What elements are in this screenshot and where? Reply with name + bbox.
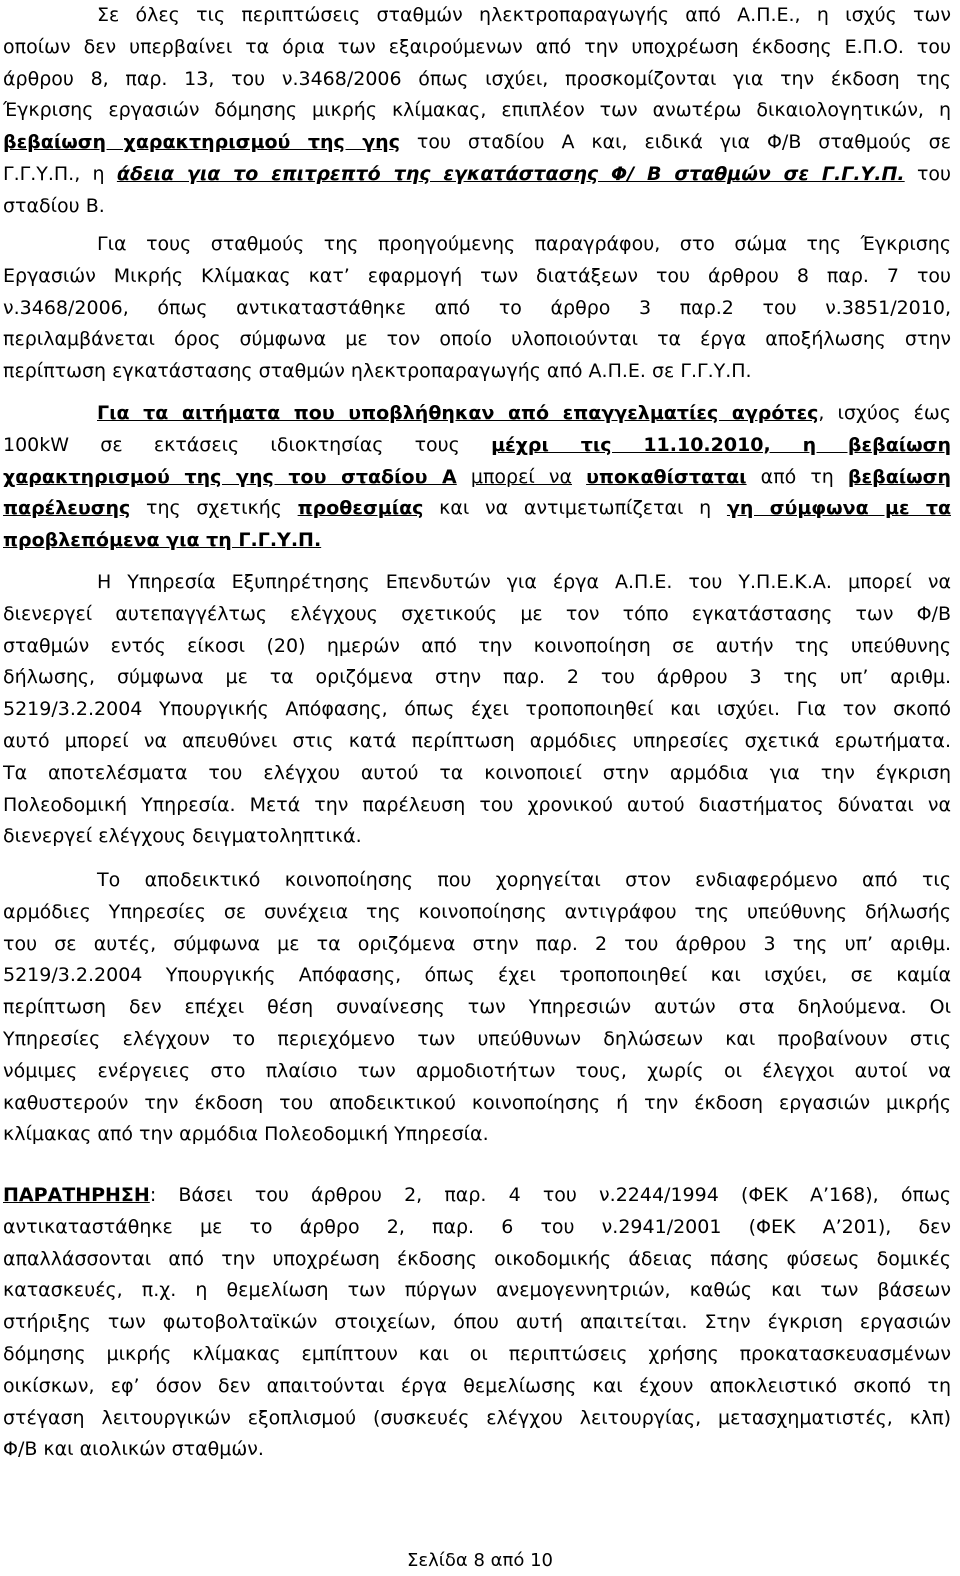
text-line: καθυστερούν την έκδοση του αποδεικτικού κοινοποίησης ή την έκδοση εργασιών μικρής [3, 1091, 951, 1114]
text-run: και να αντιμετωπίζεται η [439, 497, 712, 520]
text-line: 5219/3.2.2004 Υπουργικής Απόφασης, όπως έχει τροποποιηθεί και ισχύει. Για τον σκοπό [3, 698, 951, 721]
paragraph-2 [3, 229, 951, 388]
text-line: νόμιμες ενέργειες στο πλαίσιο των αρμοδιοτήτων τους, χωρίς οι έλεγχοι αυτοί να [3, 1059, 951, 1082]
text-run: του σταδίου Α και, ειδικά για Φ/Β σταθμούς σε [399, 131, 951, 154]
note-label: ΠΑΡΑΤΗΡΗΣΗ [3, 1184, 150, 1206]
text-line: Το αποδεικτικό κοινοποίησης που χορηγείται στον ενδιαφερόμενο από τις [97, 869, 951, 891]
text-line: περιλαμβάνεται όρος σύμφωνα με τον οποίο υλοποιούνται τα έργα αποξήλωσης στην [3, 328, 951, 351]
text-line [3, 398, 951, 430]
text-run: του [904, 162, 951, 185]
text-line: διενεργεί ελέγχους δειγματοληπτικά. [3, 825, 362, 848]
text-line: 5219/3.2.2004 Υπουργικής Απόφασης, όπως έχει τροποποιηθεί και ισχύει, σε καμία [3, 964, 951, 987]
bold-term: υποκαθίσταται [586, 465, 747, 488]
text-line: του σε αυτές, σύμφωνα με τα οριζόμενα στην παρ. 2 του άρθρου 3 της υπ’ αριθμ. [3, 932, 951, 955]
text-line: Φ/Β και αιολικών σταθμών. [3, 1438, 264, 1461]
underlined-term: μπορεί να [470, 465, 572, 488]
bold-term: προθεσμίας [297, 497, 424, 520]
text-line: Πολεοδομική Υπηρεσία. Μετά την παρέλευση του χρονικού αυτού διαστήματος δύναται να [3, 793, 951, 816]
text-run: από τη [760, 465, 834, 488]
text-line: Για τους σταθμούς της προηγούμενης παραγράφου, στο σώμα της Έγκρισης [97, 233, 951, 255]
text-line [3, 127, 951, 159]
bold-term: γη σύμφωνα με τα [726, 497, 951, 520]
bold-term: βεβαίωση [847, 465, 951, 488]
text-line: οποίων δεν υπερβαίνει τα όρια των εξαιρούμενων από την υποχρέωση έκδοσης Ε.Π.Ο. του [3, 35, 951, 58]
page-number: Σελίδα 8 από 10 [407, 1550, 553, 1571]
text-line [3, 159, 951, 191]
text-line [3, 1180, 951, 1212]
note-paragraph [3, 1180, 951, 1466]
paragraph-1 [3, 0, 951, 223]
text-line: απαλλάσσονται από την υποχρέωση έκδοσης οικοδομικής άδειας πάσης φύσεως δομικές [3, 1247, 951, 1270]
text-run: : Βάσει του άρθρου 2, παρ. 4 του ν.2244/1994 (ΦΕΚ Α’168), όπως [149, 1184, 951, 1206]
text-line: άρθρου 8, παρ. 13, του ν.3468/2006 όπως ισχύει, προσκομίζονται για την έκδοση της [3, 67, 951, 90]
text-line [3, 462, 951, 494]
text-line: Υπηρεσίες ελέγχουν το περιεχόμενο των υπεύθυνων δηλώσεων και προβαίνουν στις [3, 1027, 951, 1050]
text-line: κατασκευές, π.χ. η θεμελίωση των πύργων ανεμογεννητριών, καθώς και των βάσεων [3, 1279, 951, 1302]
bold-term: Για τα αιτήματα που υποβλήθηκαν από επαγγελματίες αγρότες [97, 402, 819, 424]
bold-term: άδεια για το επιτρεπτό της εγκατάστασης Φ/ Β σταθμών σε Γ.Γ.Υ.Π. [116, 162, 905, 185]
text-run: της σχετικής [146, 497, 282, 520]
bold-term: χαρακτηρισμού της γης του σταδίου Α [3, 465, 457, 488]
text-line [3, 430, 951, 462]
text-line: αυτό μπορεί να απευθύνει στις κατά περίπτωση αρμόδιες υπηρεσίες σχετικά ερωτήματα. [3, 729, 951, 752]
text-line [3, 493, 951, 525]
text-line [3, 525, 951, 557]
text-run: 100kW σε εκτάσεις ιδιοκτησίας τους [3, 433, 492, 456]
paragraph-4 [3, 567, 951, 853]
text-line: σταδίου Β. [3, 194, 105, 217]
text-run: Γ.Γ.Υ.Π., η [3, 162, 117, 185]
text-line: στήριξης των φωτοβολταϊκών στοιχείων, όπου αυτή απαιτείται. Στην έγκριση εργασιών [3, 1311, 951, 1334]
text-line: περίπτωση δεν επέχει θέση συναίνεσης των Υπηρεσιών αυτών στα δηλούμενα. Οι [3, 996, 951, 1019]
paragraph-3 [3, 398, 951, 557]
text-line: δήλωσης, σύμφωνα με τα οριζόμενα στην παρ. 2 του άρθρου 3 της υπ’ αριθμ. [3, 666, 951, 689]
bold-term: μέχρι τις 11.10.2010, η βεβαίωση [491, 433, 951, 456]
text-line: δόμησης μικρής κλίμακας εμπίπτουν και οι περιπτώσεις χρήσης προκατασκευασμένων [3, 1342, 951, 1365]
bold-term: παρέλευσης [3, 497, 131, 520]
text-line: Εργασιών Μικρής Κλίμακας κατ’ εφαρμογή των διατάξεων του άρθρου 8 παρ. 7 του [3, 264, 951, 287]
text-line: αντικαταστάθηκε με το άρθρο 2, παρ. 6 του ν.2941/2001 (ΦΕΚ Α’201), δεν [3, 1215, 951, 1238]
text-line: Έγκρισης εργασιών δόμησης μικρής κλίμακας, επιπλέον των ανωτέρω δικαιολογητικών, η [3, 99, 951, 122]
text-line: Σε όλες τις περιπτώσεις σταθμών ηλεκτροπαραγωγής από Α.Π.Ε., η ισχύς των [97, 4, 951, 26]
text-line: Τα αποτελέσματα του ελέγχου αυτού τα κοινοποιεί στην αρμόδια για την έγκριση [3, 761, 951, 784]
text-line: σταθμών εντός είκοσι (20) ημερών από την κοινοποίηση σε αυτήν της υπεύθυνης [3, 634, 951, 657]
paragraph-5 [3, 865, 951, 1151]
bold-term: προβλεπόμενα για τη Γ.Γ.Υ.Π. [3, 529, 322, 552]
text-run: , ισχύος έως [818, 402, 951, 424]
text-line: στέγαση λειτουργικών εξοπλισμού (συσκευές ελέγχου λειτουργίας, μετασχηματιστές, κλπ) [3, 1406, 951, 1429]
text-line: Η Υπηρεσία Εξυπηρέτησης Επενδυτών για έργα Α.Π.Ε. του Υ.Π.Ε.Κ.Α. μπορεί να [97, 571, 951, 593]
text-line: διενεργεί αυτεπαγγέλτως ελέγχους σχετικούς με τον τόπο εγκατάστασης των Φ/Β [3, 602, 951, 625]
bold-term: βεβαίωση χαρακτηρισμού της γης [3, 131, 400, 154]
text-line: περίπτωση εγκατάστασης σταθμών ηλεκτροπαραγωγής από Α.Π.Ε. σε Γ.Γ.Υ.Π. [3, 360, 752, 383]
text-line: οικίσκων, εφ’ όσον δεν απαιτούνται έργα θεμελίωσης και έχουν αποκλειστικό σκοπό τη [3, 1374, 951, 1397]
text-line: αρμόδιες Υπηρεσίες σε συνέχεια της κοινοποίησης αντιγράφου της υπεύθυνης δήλωσής [3, 900, 951, 923]
text-line: κλίμακας από την αρμόδια Πολεοδομική Υπηρεσία. [3, 1123, 489, 1146]
text-line: ν.3468/2006, όπως αντικαταστάθηκε από το άρθρο 3 παρ.2 του ν.3851/2010, [3, 296, 951, 319]
